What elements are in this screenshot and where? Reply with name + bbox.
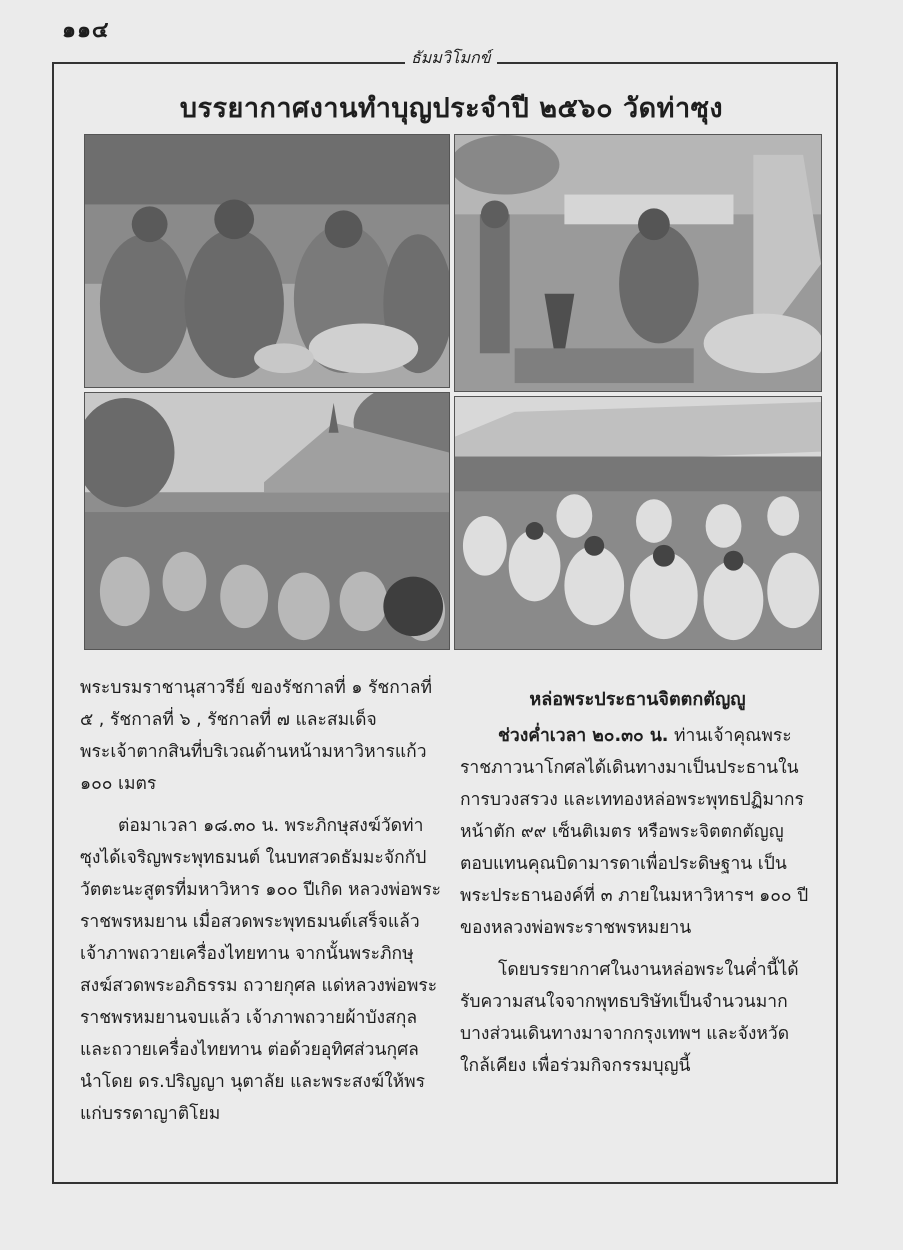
photo-crowd-in-white [454,396,822,650]
section-subheading: หล่อพระประธานจิตตกตัญญู [529,689,746,710]
photo-ceremony-table [454,134,822,392]
right-paragraph-2: โดยบรรยากาศในงานหล่อพระในค่ำนี้ได้รับความสนใจจากพุทธบริษัทเป็นจำนวนมาก บางส่วนเดินทางมาจากกรุงเทพฯ และจังหวัดใกล้เคียง เพื่อร่วมกิจกรรมบุญนี้ [460,960,799,1076]
left-paragraph-2: ต่อมาเวลา ๑๘.๓๐ น. พระภิกษุสงฆ์วัดท่าซุงได้เจริญพระพุทธมนต์ ในบทสวดธัมมะจักกัปวัตตะนะสูตรที่มหาวิหาร ๑๐๐ ปีเกิด หลวงพ่อพระราชพรหมยาน เมื่อสวดพระพุทธมนต์เสร็จแล้วเจ้าภาพถวายเครื่องไทยทาน จากนั้นพระภิกษุสงฆ์สวดพระอภิธรรม ถวายกุศล แด่หลวงพ่อพระราชพรหมยานจบแล้ว เจ้าภาพถวายผ้าบังสกุลและถวายเครื่องไทยทาน ต่อด้วยอุทิศส่วนกุศล นำโดย ดร.ปริญญา นุตาลัย และพระสงฆ์ให้พรแก่บรรดาญาติโยม [80,816,442,1124]
right-paragraph-1-lead: ช่วงค่ำเวลา ๒๐.๓๐ น. [498,726,669,746]
right-paragraph-1 [460,720,815,944]
left-paragraph-1: พระบรมราชานุสาวรีย์ ของรัชกาลที่ ๑ รัชกาลที่ ๕ , รัชกาลที่ ๖ , รัชกาลที่ ๗ และสมเด็จพระเจ้าตากสินที่บริเวณด้านหน้ามหาวิหารแก้ว ๑๐๐ เมตร [80,678,432,794]
magazine-header-title: ธัมมวิโมกข์ [405,46,497,71]
article-title: บรรยากาศงานทำบุญประจำปี ๒๕๖๐ วัดท่าซุง [179,93,724,124]
right-paragraph-1-text: ท่านเจ้าคุณพระราชภาวนาโกศลได้เดินทางมาเป็นประธานในการบวงสรวง และเททองหล่อพระพุทธปฏิมากรหน้าตัก ๙๙ เซ็นติเมตร หรือพระจิตตกตัญญูตอบแทนคุณบิดามารดาเพื่อประดิษฐาน เป็นพระประธานองค์ที่ ๓ ภายในมหาวิหารฯ ๑๐๐ ปีของหลวงพ่อพระราชพรหมยาน [460,726,809,938]
right-column [460,684,815,1082]
photo-monks-seated [84,134,450,388]
photo-outdoor-crowd [84,392,450,650]
page-number: ๑๑๔ [62,18,110,43]
left-column [80,672,442,1130]
